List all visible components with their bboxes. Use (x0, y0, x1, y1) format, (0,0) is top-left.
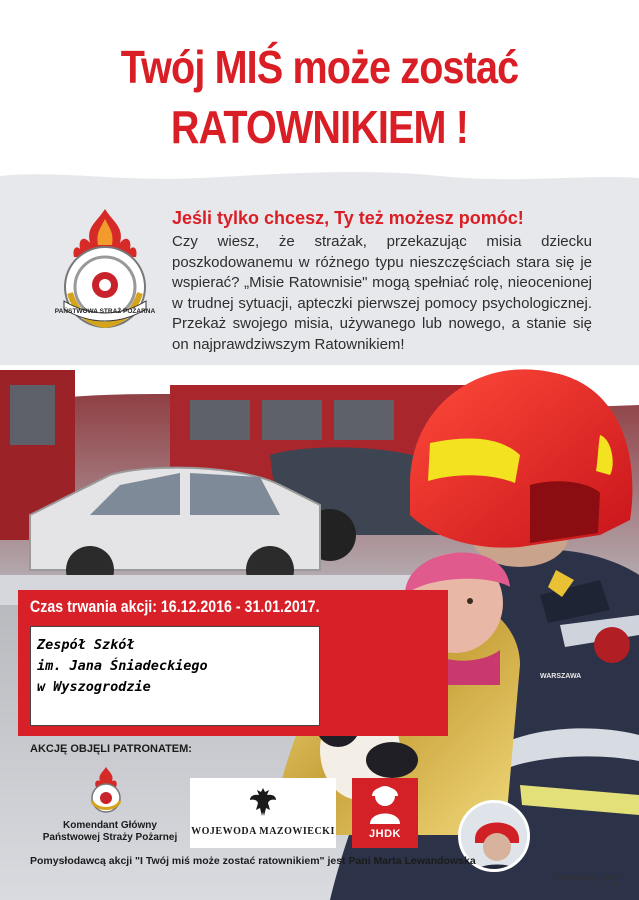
kgpsp-line-2: Państwowej Straży Pożarnej (42, 832, 178, 843)
title-line-2: RATOWNIKIEM ! (170, 101, 469, 153)
polish-eagle-icon (248, 786, 278, 820)
info-section (172, 207, 592, 355)
school-line-1: Zespół Szkół (37, 637, 135, 653)
campaign-dates: Czas trwania akcji: 16.12.2016 - 31.01.2017. (30, 598, 320, 616)
title-line-1: Twój MIŚ może zostać (120, 41, 519, 93)
kgpsp-line-1: Komendant Główny (63, 820, 157, 831)
poster-title (0, 40, 639, 154)
psp-emblem-text: PAŃSTWOWA STRAŻ POŻARNA (54, 308, 156, 315)
jhdk-caption: JHDK (369, 828, 401, 840)
info-body: Czy wiesz, że strażak, przekazując misia dziecku poszkodowanemu w różnego typu nieszczęściach stara się je wspierać? „Misie Ratownisie" mogą spełniać rolę, nieocenionej w trudnej sytuacji, apteczki pierwszej pomocy psychologicznej. Przekaż swojego misia, używanego lub nowego, a stanie się on najprawdziwszym Ratownikiem! (172, 233, 592, 353)
wojewoda-caption: WOJEWODA MAZOWIECKI (191, 826, 335, 837)
credit (556, 873, 620, 885)
kgpsp-emblem-icon (84, 765, 128, 815)
school-line-3: w Wyszogrodzie (37, 679, 151, 695)
founder-note: Pomysłodawcą akcji "I Twój miś może zostać ratownikiem" jest Pani Marta Lewandowska (30, 855, 476, 867)
school-box (30, 626, 320, 726)
school-line-2: im. Jana Śniadeckiego (37, 658, 208, 674)
patrons-title: AKCJĘ OBJĘLI PATRONATEM: (30, 743, 192, 755)
credit-url: www.skrzyp.eu (556, 873, 610, 882)
copyright-icon: © (611, 876, 620, 885)
info-heading: Jeśli tylko chcesz, Ty też możesz pomóc! (172, 208, 524, 228)
kgpsp-caption (40, 820, 180, 844)
sleeve-text: WARSZAWA (540, 673, 582, 680)
jhdk-firefighter-icon (352, 778, 418, 828)
psp-emblem-icon (50, 205, 160, 330)
